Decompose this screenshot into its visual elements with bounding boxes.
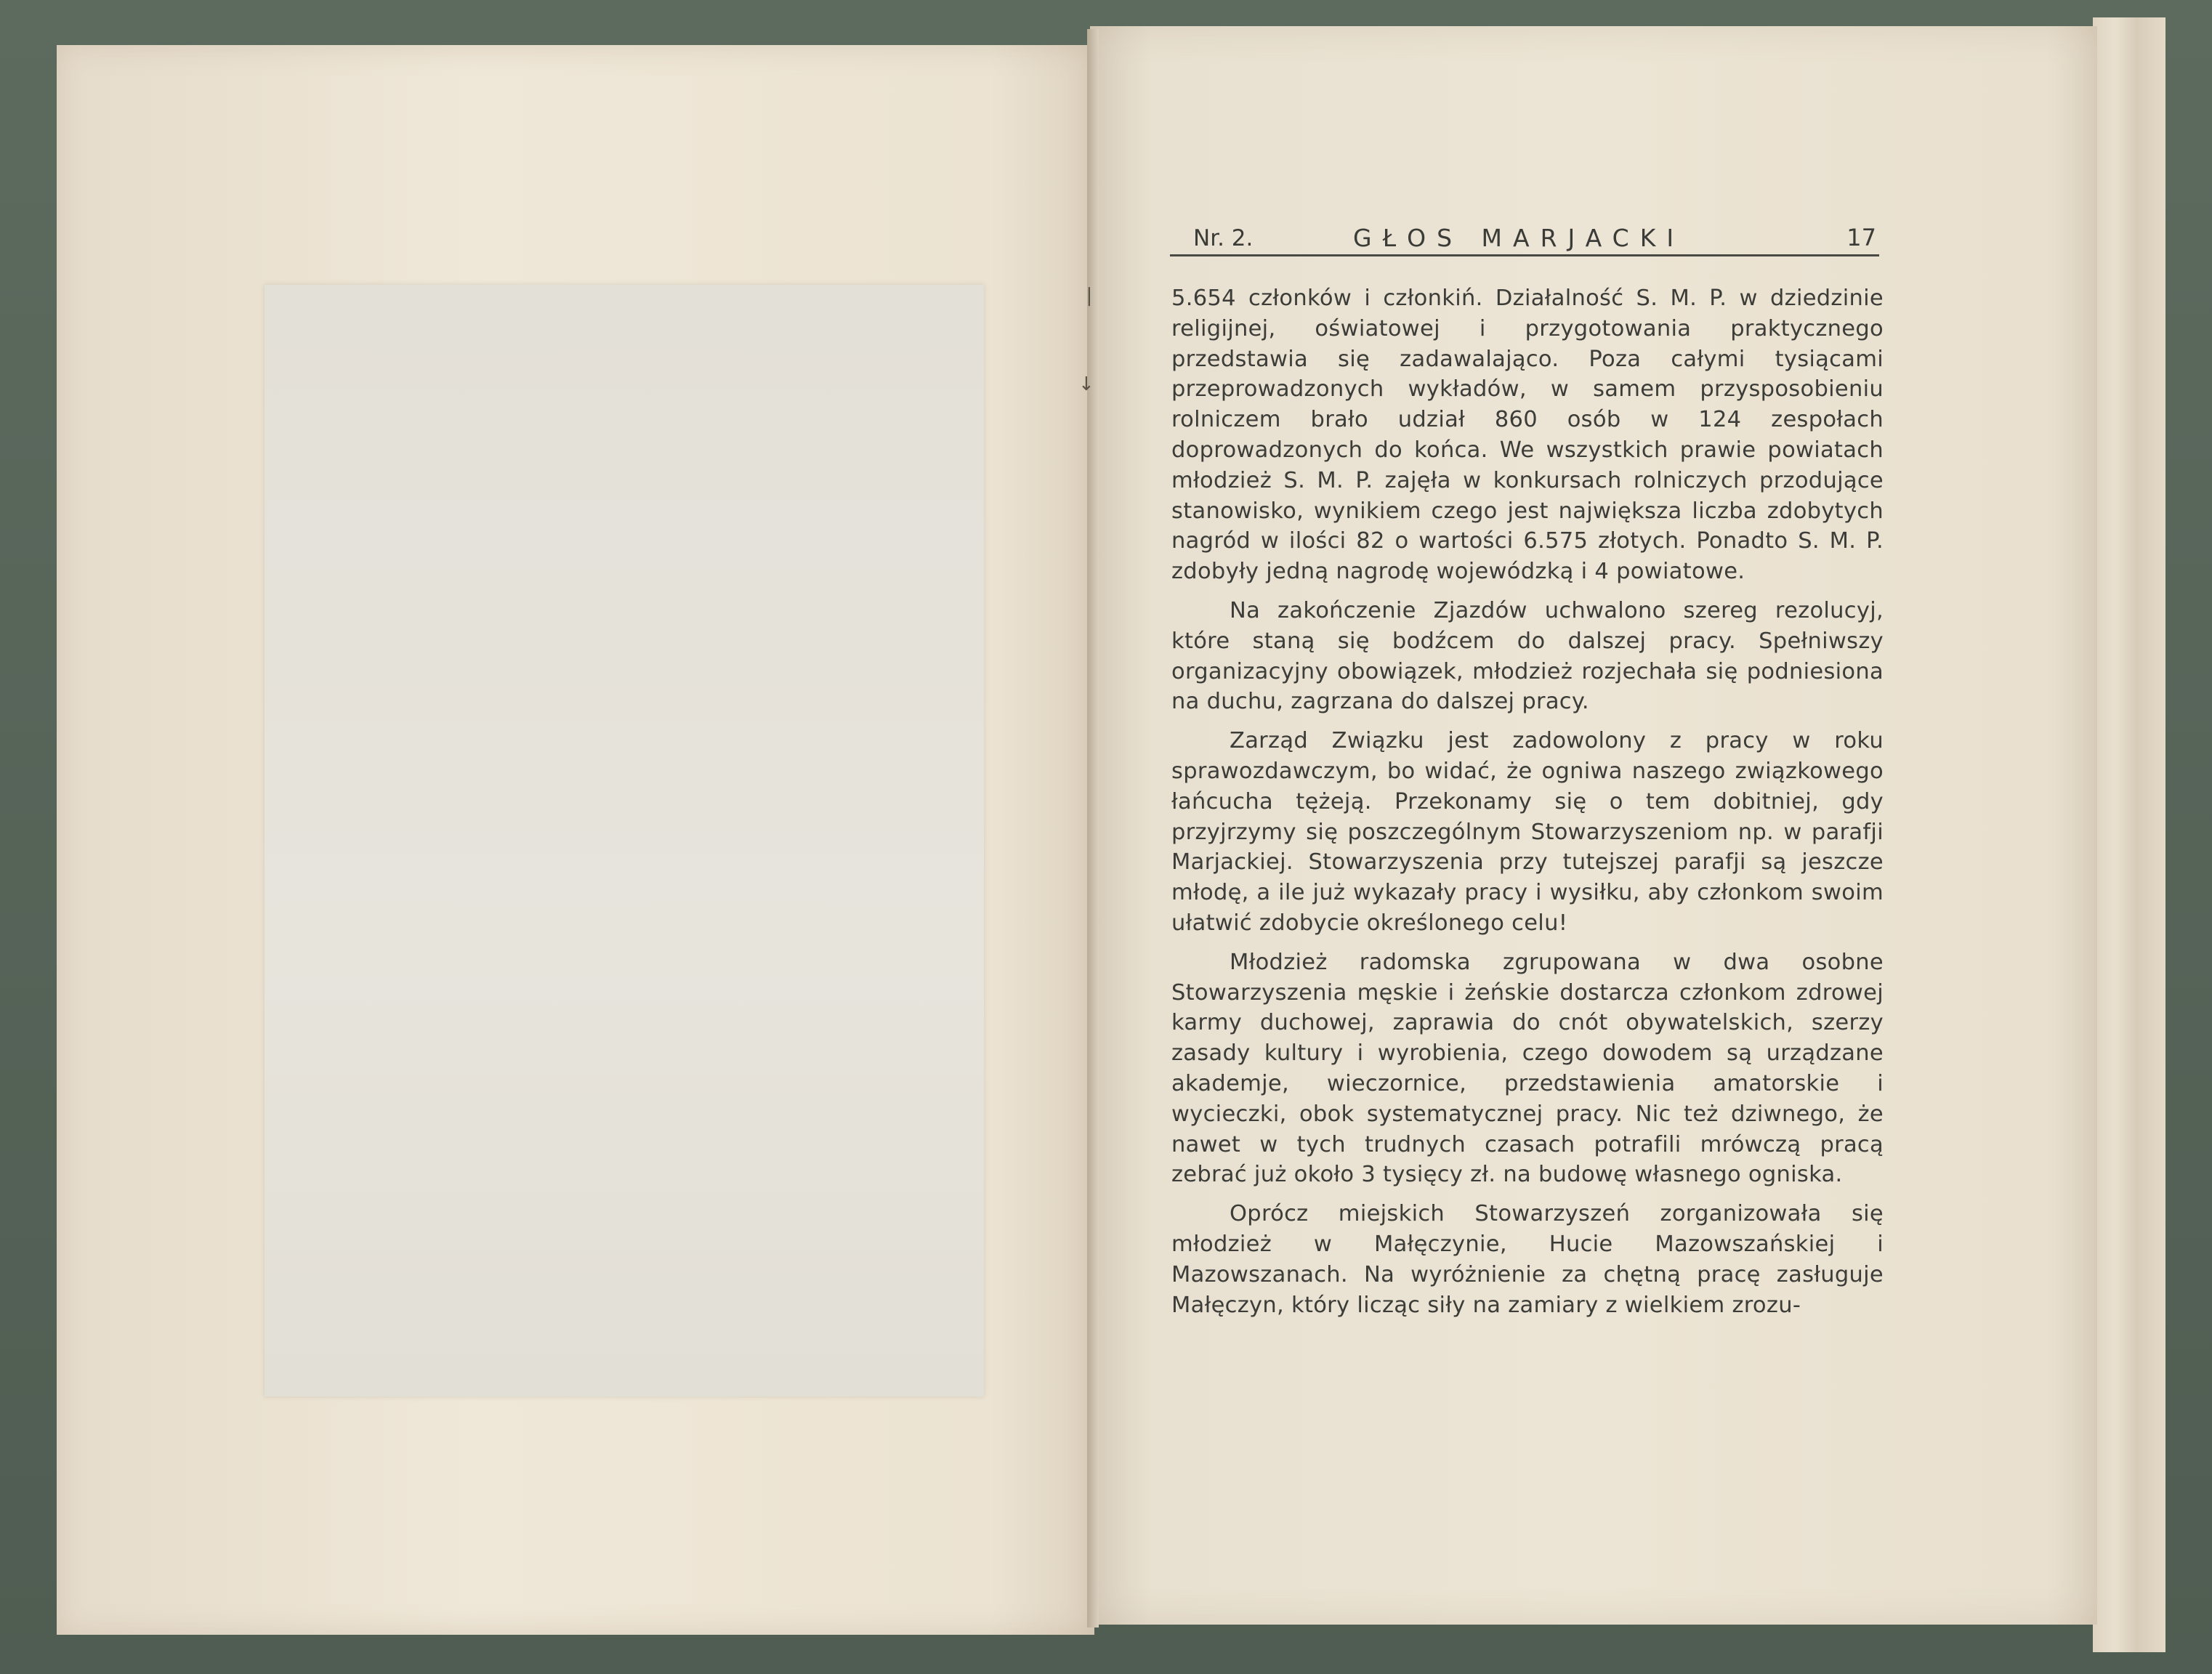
paragraph: Oprócz miejskich Stowarzyszeń zorganizowała się młodzież w Małęczynie, Hucie Mazowszańskiej i Mazowszanach. Na wyróżnienie za chętną pracę zasługuje Małęczyn, który licząc siły na zamiary z wielkiem zrozu- [1171, 1201, 1884, 1318]
book-gutter [1087, 29, 1099, 1628]
paragraph: 5.654 członków i członkiń. Działalność S. M. P. w dziedzinie religijnej, oświatowej i przygotowania praktycznego przedstawia się zadawalająco. Poza całymi tysiącami przeprowadzonych wykładów, w samem przysposobieniu rolniczem brało udział 860 osób w 124 zespołach doprowadzonych do końca. We wszystkich prawie powiatach młodzież S. M. P. zajęła w konkursach rolniczych przodujące stanowisko, wynikiem czego jest największa liczba zdobytych nagród w ilości 82 o wartości 6.575 złotych. Ponadto S. M. P. zdobyły jedną nagrodę wojewódzką i 4 powiatowe. [1171, 286, 1884, 585]
journal-title: GŁOS MARJACKI [1353, 224, 1685, 252]
left-page [57, 45, 1094, 1635]
paragraph: Na zakończenie Zjazdów uchwalono szereg rezolucyj, które staną się bodźcem do dalszej pracy. Spełniwszy organizacyjny obowiązek, młodzież rozjechała się podniesiona na duchu, zagrzana do dalszej pracy. [1171, 597, 1884, 715]
paragraph: Zarząd Związku jest zadowolony z pracy w roku sprawozdawczym, bo widać, że ogniwa naszego związkowego łańcucha tężeją. Przekonamy się o tem dobitniej, gdy przyjrzymy się poszczególnym Stowarzyszeniom np. w parafji Marjackiej. Stowarzyszenia przy tutejszej parafji są jeszcze młodę, a ile już wykazały pracy i wysiłku, aby członkom swoim ułatwić zdobycie określonego celu! [1171, 728, 1884, 936]
issue-number: Nr. 2. [1193, 225, 1254, 251]
margin-mark: ❘ [1081, 285, 1097, 307]
blank-plate-area [265, 285, 984, 1396]
page-number: 17 [1846, 224, 1876, 251]
running-head [1170, 221, 1879, 256]
page-stack-edge [2093, 17, 2165, 1652]
paragraph: Młodzież radomska zgrupowana w dwa osobne Stowarzyszenia męskie i żeńskie dostarcza członkom zdrowej karmy duchowej, zaprawia do cnót obywatelskich, szerzy zasady kultury i wyrobienia, czego dowodem są urządzane akademje, wieczornice, przedstawienia amatorskie i wycieczki, obok systematycznej pracy. Nic też dziwnego, że nawet w tych trudnych czasach potrafili mrówczą pracą zebrać już około 3 tysięcy zł. na budowę własnego ogniska. [1171, 949, 1884, 1188]
margin-mark: ↓ [1078, 373, 1094, 395]
article-body [1171, 283, 1884, 1329]
